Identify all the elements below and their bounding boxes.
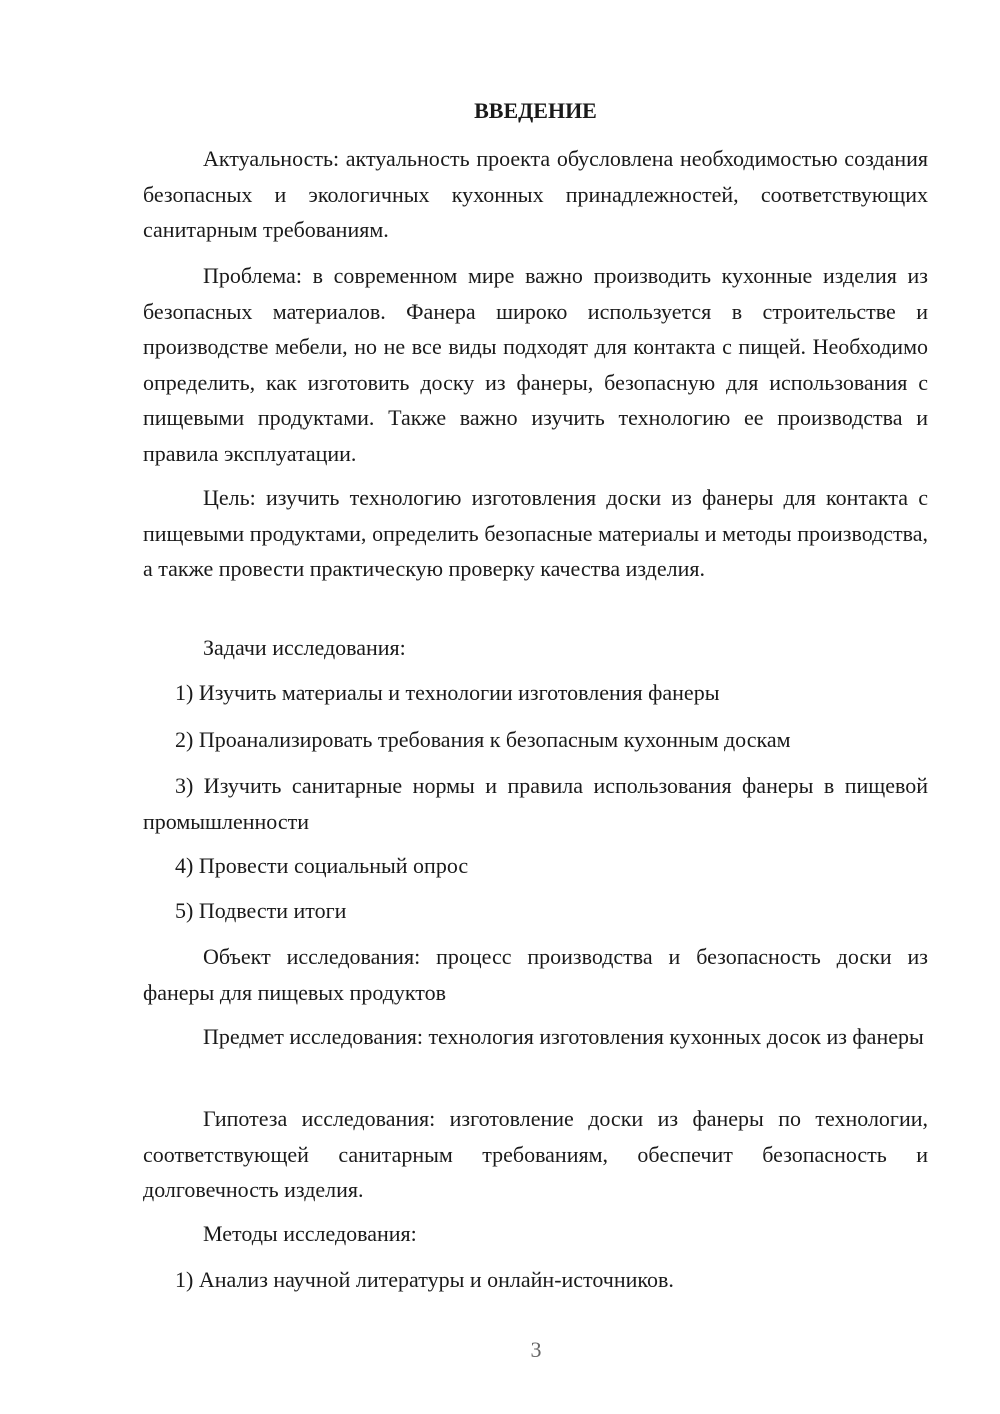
subject-paragraph: Предмет исследования: технология изготовления кухонных досок из фанеры	[203, 1024, 924, 1049]
goal-paragraph: Цель: изучить технологию изготовления доски из фанеры для контакта с пищевыми продуктами, определить безопасные материалы и методы производства, а также провести практическую проверку качества изделия.	[143, 485, 928, 581]
object-paragraph: Объект исследования: процесс производства и безопасность доски из фанеры для пищевых продуктов	[143, 944, 928, 1005]
tasks-heading: Задачи исследования:	[203, 635, 406, 660]
task-item-5: 5) Подвести итоги	[175, 898, 347, 923]
task-item-3: 3) Изучить санитарные нормы и правила использования фанеры в пищевой промышленности	[143, 773, 928, 834]
task-item-4: 4) Провести социальный опрос	[175, 853, 469, 878]
page-title: ВВЕДЕНИЕ	[474, 98, 597, 123]
page-number: 3	[530, 1337, 542, 1362]
task-item-1: 1) Изучить материалы и технологии изготовления фанеры	[175, 680, 720, 705]
methods-heading: Методы исследования:	[203, 1221, 417, 1246]
task-item-2: 2) Проанализировать требования к безопасным кухонным доскам	[175, 727, 791, 752]
method-item-1: 1) Анализ научной литературы и онлайн-источников.	[175, 1267, 674, 1292]
hypothesis-paragraph: Гипотеза исследования: изготовление доски из фанеры по технологии, соответствующей санитарным требованиям, обеспечит безопасность и долговечность изделия.	[143, 1106, 928, 1202]
relevance-paragraph: Актуальность: актуальность проекта обусловлена необходимостью создания безопасных и экологичных кухонных принадлежностей, соответствующих санитарным требованиям.	[143, 146, 928, 242]
problem-paragraph: Проблема: в современном мире важно производить кухонные изделия из безопасных материалов. Фанера широко используется в строительстве и производстве мебели, но не все виды подходят для контакта с пищей. Необходимо определить, как изготовить доску из фанеры, безопасную для использования с пищевыми продуктами. Также важно изучить технологию ее производства и правила эксплуатации.	[143, 263, 928, 466]
